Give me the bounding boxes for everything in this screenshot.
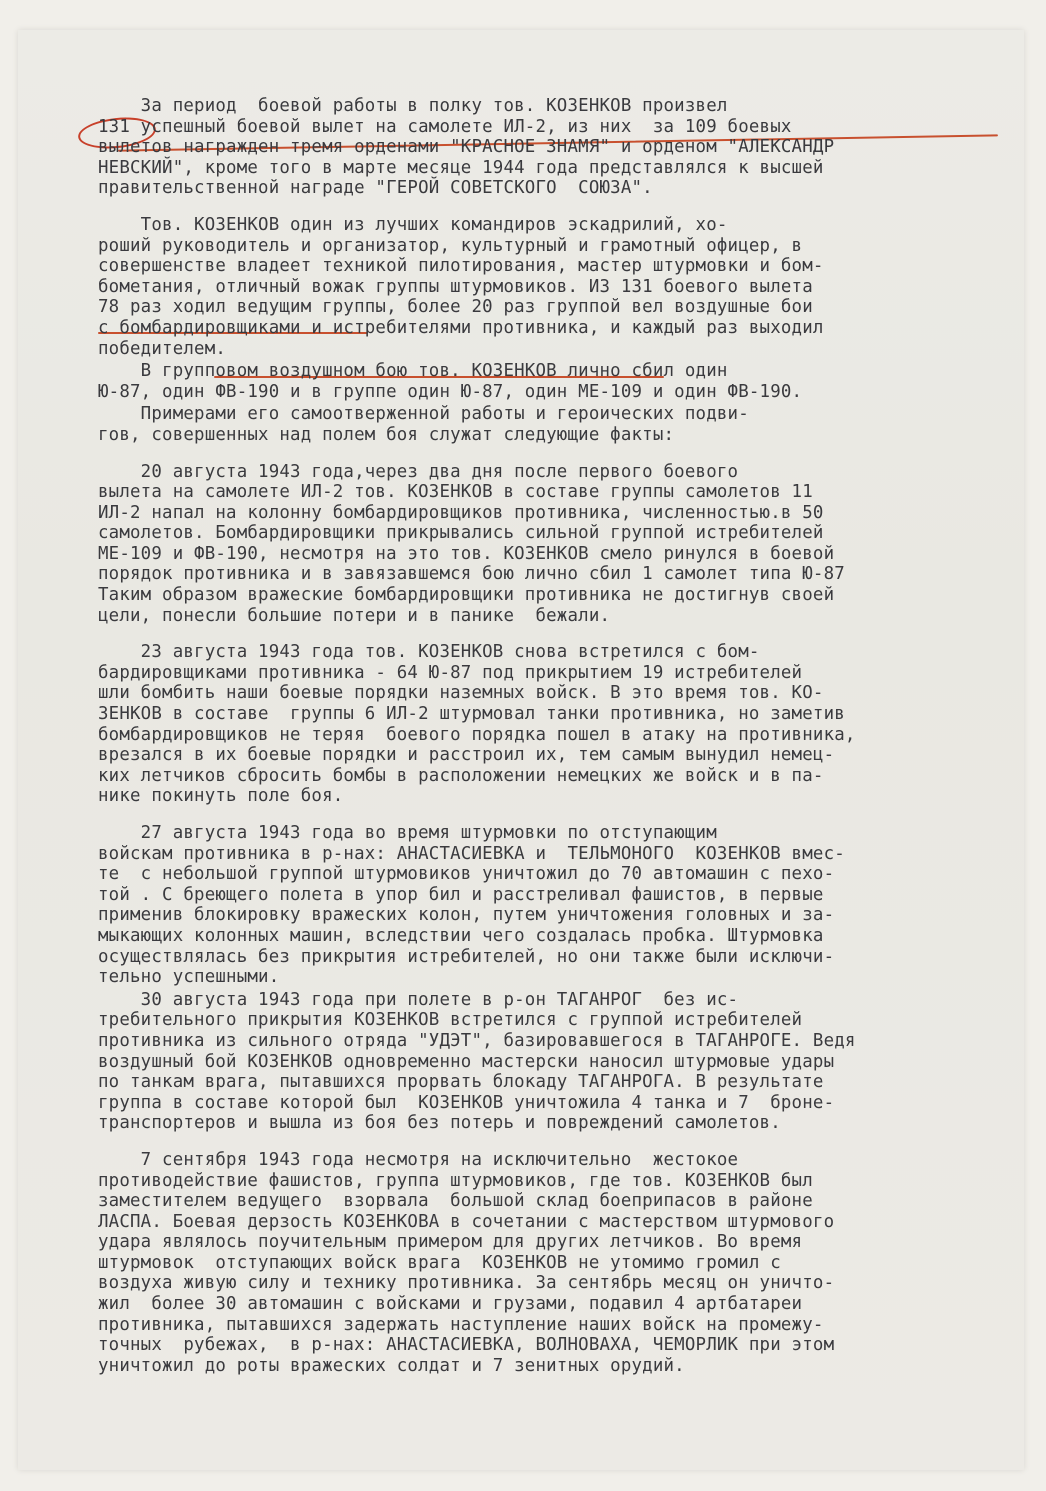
text-line: 131 успешный боевой вылет на самолете ИЛ-2, из них за 109 боевых: [98, 116, 792, 137]
paragraph-gap: [98, 807, 978, 823]
paragraph: [98, 361, 978, 402]
text-line: удара являлось поучительным примером для других летчиков. Во время: [98, 1232, 803, 1253]
text-line: тельно успешными.: [98, 967, 280, 988]
text-line: воздуха живую силу и технику противника. За сентябрь месяц он уничто-: [98, 1273, 835, 1294]
text-line: той . С бреющего полета в упор бил и расстреливал фашистов, в первые: [98, 884, 824, 905]
text-line: бомбардировщиков не теряя боевого порядка пошел в атаку на противника,: [98, 724, 856, 745]
text-line: жил более 30 автомашин с войсками и грузами, подавил 4 артбатареи: [98, 1294, 803, 1315]
paper-sheet: [18, 30, 1024, 1470]
paragraph-gap: [98, 1134, 978, 1150]
text-line: точных рубежах, в р-нах: АНАСТАСИЕВКА, ВОЛНОВАХА, ЧЕМОРЛИК при этом: [98, 1335, 835, 1356]
text-line: уничтожил до роты вражеских солдат и 7 зенитных орудий.: [98, 1355, 685, 1376]
text-line: МЕ-109 и ФВ-190, несмотря на это тов. КОЗЕНКОВ смело ринулся в боевой: [98, 543, 835, 564]
text-line: 78 раз ходил ведущим группы, более 20 раз группой вел воздушные бои: [98, 297, 813, 318]
paragraph: [98, 96, 978, 199]
text-line: гов, совершенных над полем боя служат следующие факты:: [98, 424, 675, 445]
text-line: 27 августа 1943 года во время штурмовки по отступающим: [98, 823, 717, 843]
text-line: ЛАСПА. Боевая дерзость КОЗЕНКОВА в сочетании с мастерством штурмового: [98, 1211, 835, 1232]
text-line: За период боевой работы в полку тов. КОЗЕНКОВ произвел: [98, 96, 728, 116]
text-line: НЕВСКИЙ", кроме того в марте месяце 1944 года представлялся к высшей: [98, 157, 824, 178]
text-line: самолетов. Бомбардировщики прикрывались сильной группой истребителей: [98, 523, 824, 544]
text-line: врезался в их боевые порядки и расстроил их, тем самым вынудил немец-: [98, 745, 835, 766]
text-line: мыкающих колонных машин, вследствии чего создалась пробка. Штурмовка: [98, 925, 824, 946]
text-line: ЗЕНКОВ в составе группы 6 ИЛ-2 штурмовал танки противника, но заметив: [98, 704, 845, 725]
text-line: В групповом воздушном бою тов. КОЗЕНКОВ лично сбил один: [98, 361, 728, 382]
text-line: вылетов награжден тремя орденами "КРАСНОЕ ЗНАМЯ" и орденом "АЛЕКСАНДР: [98, 137, 835, 158]
text-line: Таким образом вражеские бомбардировщики противника не достигнув своей: [98, 585, 835, 606]
text-line: 20 августа 1943 года,через два дня после первого боевого: [98, 461, 739, 482]
paragraph: [98, 1150, 978, 1377]
text-line: воздушный бой КОЗЕНКОВ одновременно мастерски наносил штурмовые удары: [98, 1051, 835, 1072]
paragraph-gap: [98, 199, 978, 215]
text-line: цели, понесли большие потери и в панике бежали.: [98, 605, 611, 626]
paragraph: [98, 642, 978, 807]
text-line: шли бомбить наши боевые порядки наземных войск. В это время тов. КО-: [98, 683, 824, 704]
text-line: с бомбардировщиками и истребителями противника, и каждый раз выходил: [98, 317, 824, 338]
text-line: противодействие фашистов, группа штурмовиков, где тов. КОЗЕНКОВ был: [98, 1170, 813, 1191]
text-line: группа в составе которой был КОЗЕНКОВ уничтожила 4 танка и 7 броне-: [98, 1092, 835, 1113]
paragraph: [98, 990, 978, 1134]
text-line: требительного прикрытия КОЗЕНКОВ встретился с группой истребителей: [98, 1010, 803, 1031]
text-line: бометания, отличный вожак группы штурмовиков. ИЗ 131 боевого вылета: [98, 276, 813, 297]
text-line: роший руководитель и организатор, культурный и грамотный офицер, в: [98, 235, 803, 256]
text-line: Ю-87, один ФВ-190 и в группе один Ю-87, один МЕ-109 и один ФВ-190.: [98, 381, 803, 402]
text-line: заместителем ведущего взорвала большой склад боеприпасов в районе: [98, 1191, 813, 1212]
document-body: [98, 96, 978, 1376]
paragraph: [98, 404, 978, 445]
text-line: 7 сентября 1943 года несмотря на исключительно жестокое: [98, 1149, 739, 1170]
text-line: войскам противника в р-нах: АНАСТАСИЕВКА и ТЕЛЬМОНОГО КОЗЕНКОВ вмес-: [98, 843, 845, 864]
paragraph: [98, 462, 978, 627]
text-line: применив блокировку вражеских колон, путем уничтожения головных и за-: [98, 905, 835, 926]
text-line: противника из сильного отряда "УДЭТ", базировавшегося в ТАГАНРОГЕ. Ведя: [98, 1030, 856, 1051]
text-line: Примерами его самоотверженной работы и героических подви-: [98, 404, 749, 425]
paragraph-gap: [98, 446, 978, 462]
text-line: штурмовок отступающих войск врага КОЗЕНКОВ не утомимо громил с: [98, 1252, 781, 1273]
text-line: правительственной награде "ГЕРОЙ СОВЕТСКОГО СОЮЗА".: [98, 178, 653, 199]
paragraph-gap: [98, 626, 978, 642]
paragraph: [98, 823, 978, 988]
text-line: нике покинуть поле боя.: [98, 786, 344, 807]
text-line: 30 августа 1943 года при полете в р-он ТАГАНРОГ без ис-: [98, 989, 739, 1010]
text-line: осуществлялась без прикрытия истребителей, но они также были исключи-: [98, 946, 835, 967]
text-line: порядок противника и в завязавшемся бою лично сбил 1 самолет типа Ю-87: [98, 564, 845, 585]
text-line: Тов. КОЗЕНКОВ один из лучших командиров эскадрилий, хо-: [98, 214, 728, 235]
paragraph: [98, 215, 978, 359]
text-line: те с небольшой группой штурмовиков уничтожил до 70 автомашин с пехо-: [98, 864, 835, 885]
text-line: ких летчиков сбросить бомбы в расположении немецких же войск и в па-: [98, 765, 824, 786]
text-line: ИЛ-2 напал на колонну бомбардировщиков противника, численностью.в 50: [98, 502, 824, 523]
text-line: 23 августа 1943 года тов. КОЗЕНКОВ снова встретился с бом-: [98, 642, 760, 663]
text-line: по танкам врага, пытавшихся прорвать блокаду ТАГАНРОГА. В результате: [98, 1072, 824, 1093]
text-line: победителем.: [98, 338, 227, 359]
text-line: бардировщиками противника - 64 Ю-87 под прикрытием 19 истребителей: [98, 662, 803, 683]
text-line: вылета на самолете ИЛ-2 тов. КОЗЕНКОВ в составе группы самолетов 11: [98, 482, 813, 503]
text-line: совершенстве владеет техникой пилотирования, мастер штурмовки и бом-: [98, 256, 824, 277]
text-line: транспортеров и вышла из боя без потерь и повреждений самолетов.: [98, 1113, 781, 1134]
text-line: противника, пытавшихся задержать наступление наших войск на промежу-: [98, 1314, 824, 1335]
